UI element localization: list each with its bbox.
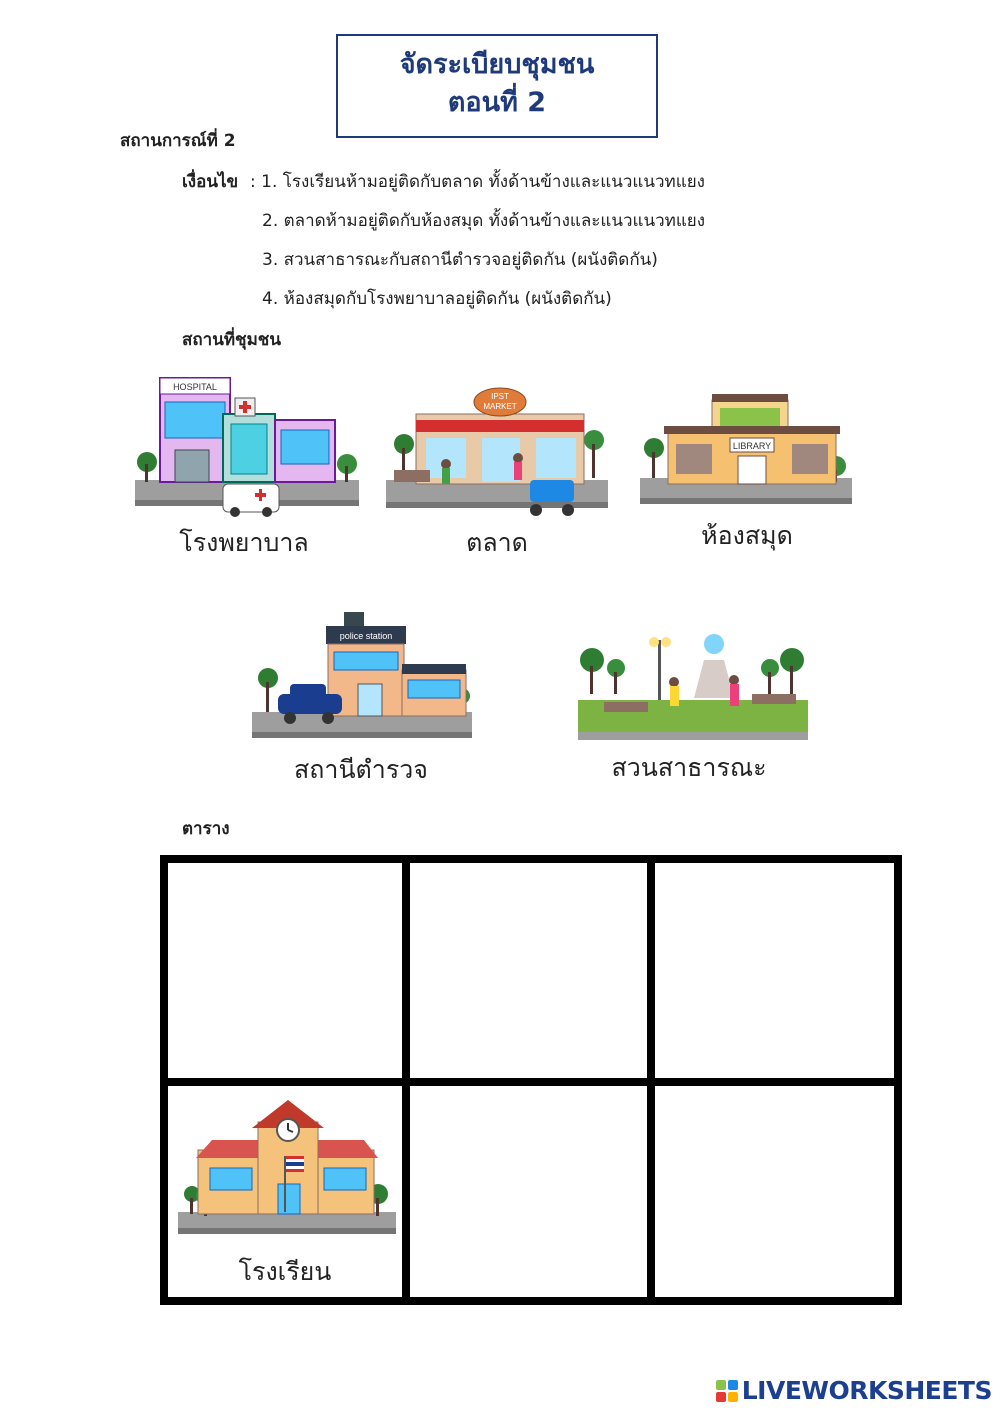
market-illustration: [386, 384, 612, 522]
logo-text: LIVEWORKSHEETS: [741, 1376, 992, 1405]
park-caption: สวนสาธารณะ: [611, 753, 767, 782]
condition-item-1: : 1. โรงเรียนห้ามอยู่ติดกับตลาด ทั้งด้านข้างและแนวแนวทแยง: [250, 172, 705, 192]
market-sign-1: IPST: [491, 392, 509, 401]
grid-cell-6[interactable]: [655, 1086, 894, 1297]
grid-divider-horizontal: [168, 1078, 894, 1086]
market-sign-2: MARKET: [483, 402, 517, 411]
places-label: สถานที่ชุมชน: [182, 330, 281, 350]
school-caption: โรงเรียน: [238, 1257, 332, 1286]
police-station-illustration: [252, 608, 474, 740]
condition-item-2: 2. ตลาดห้ามอยู่ติดกับห้องสมุด ทั้งด้านข้างและแนวแนวทแยง: [262, 211, 706, 231]
hospital-caption: โรงพยาบาล: [179, 528, 309, 557]
placement-grid: [160, 855, 902, 1305]
liveworksheets-logo: [716, 1376, 992, 1405]
hospital-sign: HOSPITAL: [173, 382, 217, 392]
title-box: [336, 34, 658, 138]
title-line-2: ตอนที่ 2: [447, 87, 547, 118]
title-line-1: จัดระเบียบชุมชน: [399, 49, 595, 80]
hospital-illustration: [135, 372, 361, 518]
logo-icon: [716, 1380, 738, 1402]
library-illustration: [640, 388, 854, 510]
condition-item-3: 3. สวนสาธารณะกับสถานีตำรวจอยู่ติดกัน (ผนังติดกัน): [262, 250, 658, 270]
library-sign: LIBRARY: [732, 441, 772, 451]
grid-cell-3[interactable]: [655, 863, 894, 1078]
grid-cell-2[interactable]: [410, 863, 647, 1078]
park-illustration: [576, 630, 810, 744]
condition-item-4: 4. ห้องสมุดกับโรงพยาบาลอยู่ติดกัน (ผนังติดกัน): [262, 289, 612, 309]
table-label: ตาราง: [182, 819, 230, 839]
market-caption: ตลาด: [466, 528, 528, 557]
grid-cell-4: [168, 1086, 402, 1297]
conditions-label: เงื่อนไข: [182, 172, 239, 192]
school-illustration: [178, 1094, 398, 1246]
library-caption: ห้องสมุด: [701, 521, 793, 550]
grid-cell-1[interactable]: [168, 863, 402, 1078]
grid-cell-5[interactable]: [410, 1086, 647, 1297]
police-sign: police station: [339, 631, 393, 641]
scenario-label: สถานการณ์ที่ 2: [120, 131, 236, 151]
police-caption: สถานีตำรวจ: [294, 755, 428, 784]
